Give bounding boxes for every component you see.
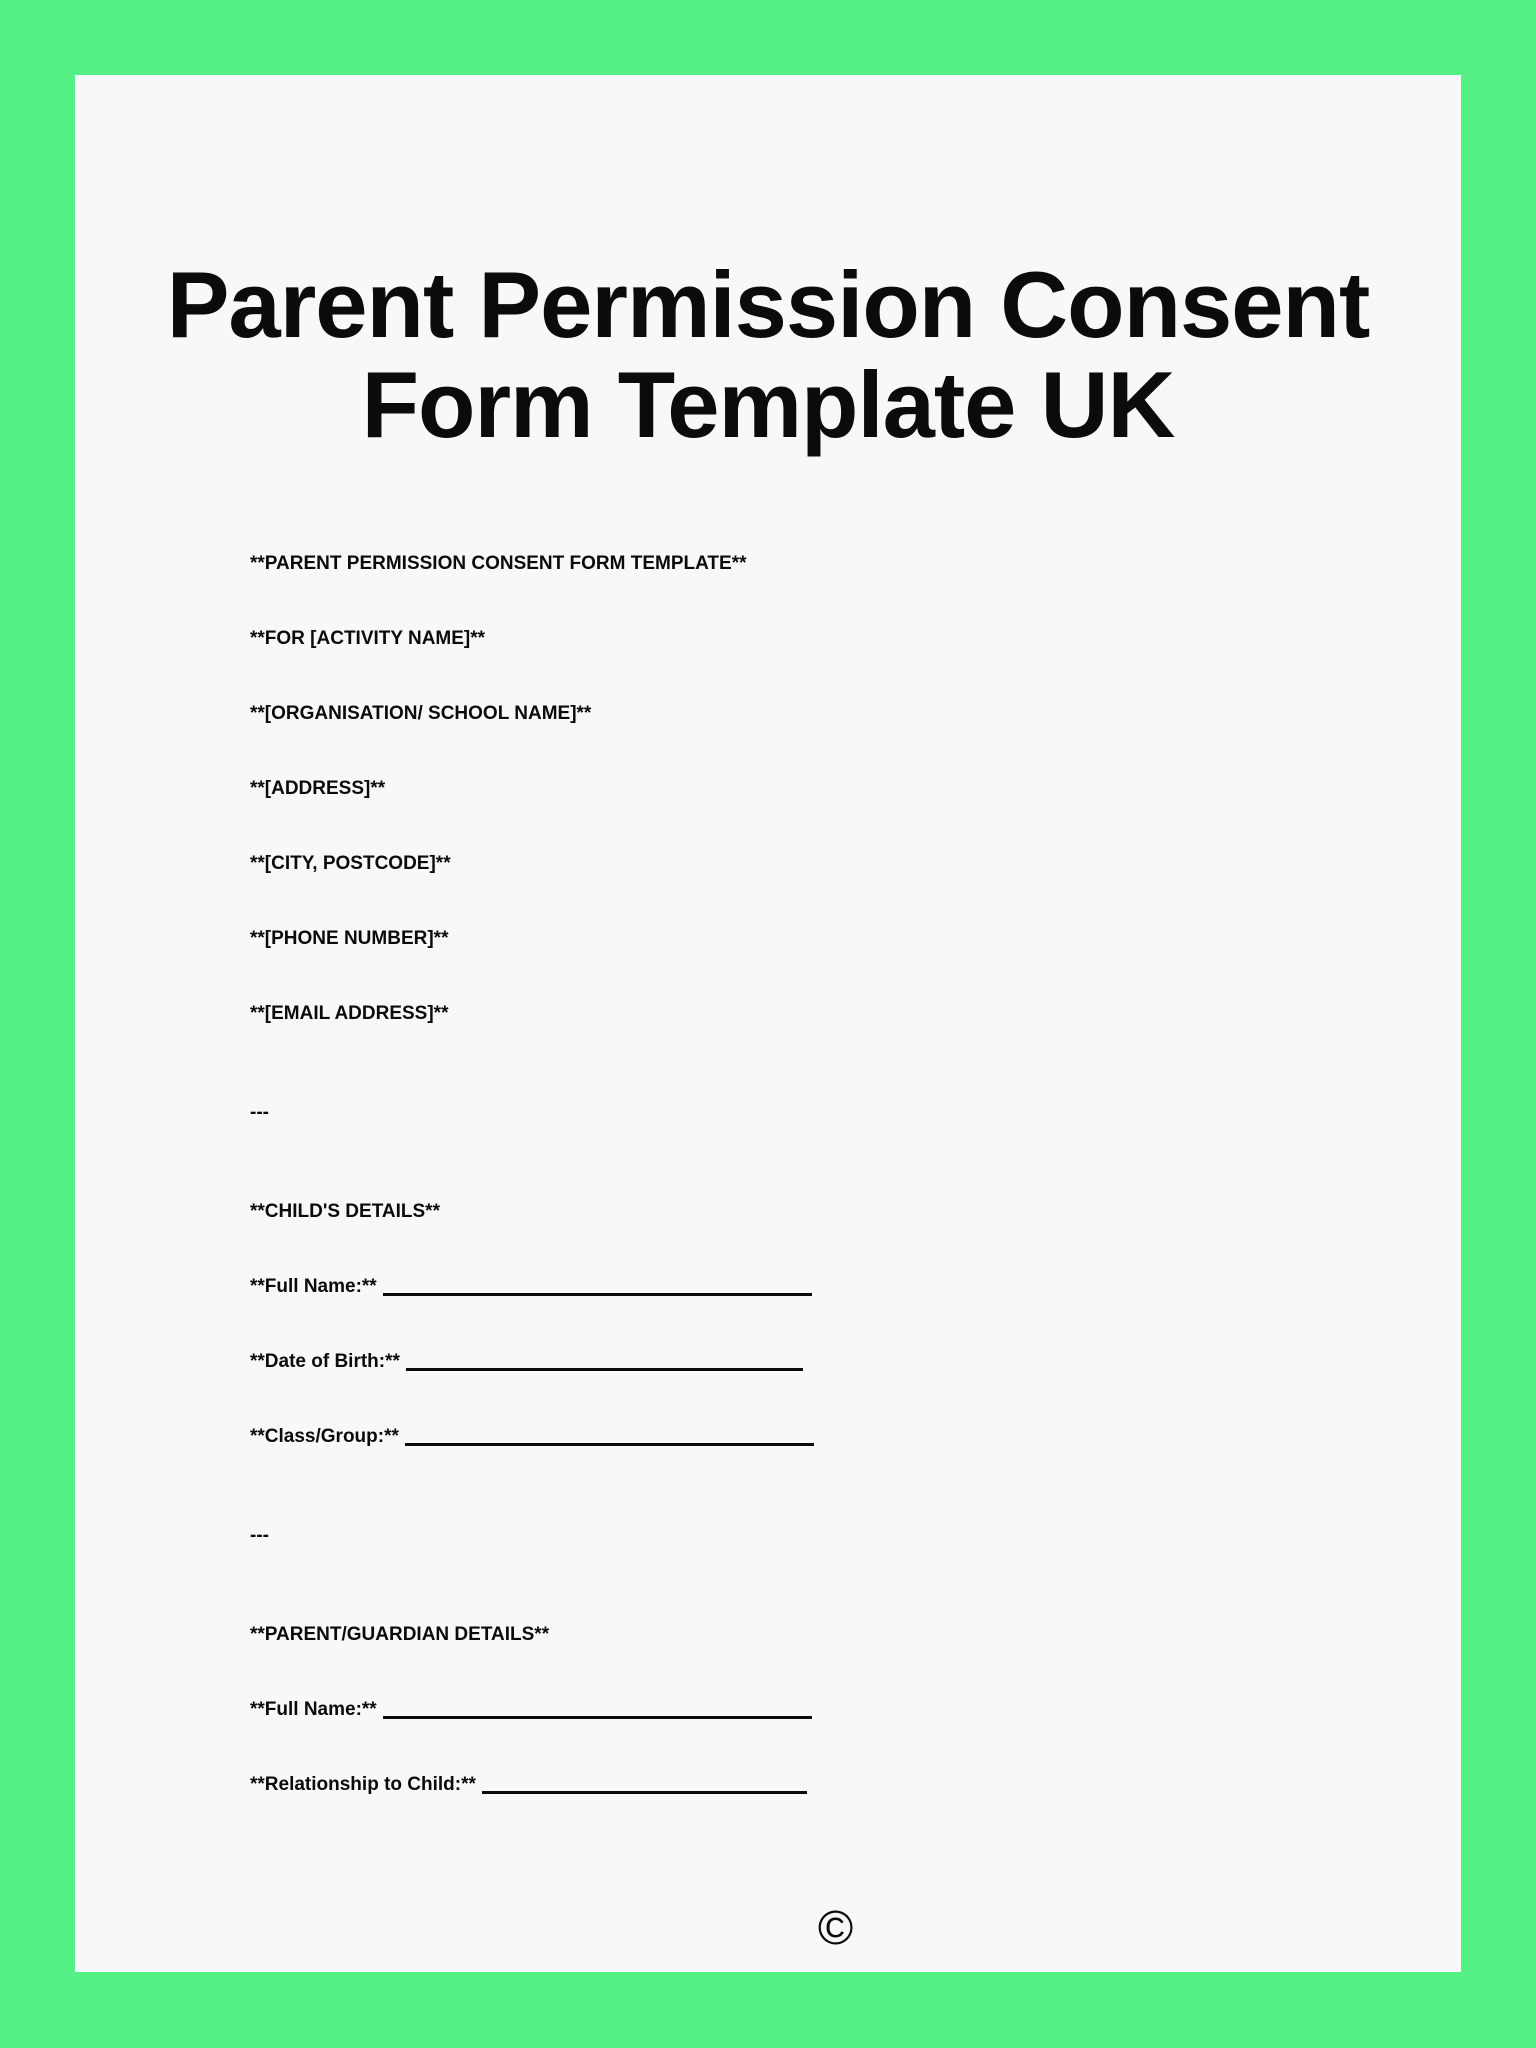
parent-full-name-label: **Full Name:** <box>250 1699 377 1720</box>
parent-full-name-row <box>250 1698 1421 1722</box>
city-postcode-line: **[CITY, POSTCODE]** <box>250 853 451 874</box>
phone-number-line: **[PHONE NUMBER]** <box>250 928 449 949</box>
relationship-to-child-label: **Relationship to Child:** <box>250 1774 476 1795</box>
child-class-group-label: **Class/Group:** <box>250 1426 399 1447</box>
relationship-to-child-row <box>250 1773 1421 1797</box>
page-title <box>85 252 1451 457</box>
child-dob-row <box>250 1350 1421 1374</box>
child-full-name-blank-line <box>383 1277 812 1296</box>
child-class-group-blank-line <box>405 1427 814 1446</box>
form-heading-line: **PARENT PERMISSION CONSENT FORM TEMPLATE** <box>250 553 747 574</box>
copyright-icon: © <box>817 1902 854 1955</box>
child-dob-blank-line <box>406 1352 803 1371</box>
child-full-name-label: **Full Name:** <box>250 1276 377 1297</box>
child-class-group-row <box>250 1425 1421 1449</box>
address-line: **[ADDRESS]** <box>250 778 386 799</box>
page-title-line1: Parent Permission Consent <box>166 252 1370 357</box>
document-body <box>75 552 1461 1953</box>
separator-line: --- <box>250 1525 269 1546</box>
page-title-line2: Form Template UK <box>361 352 1175 457</box>
separator-line: --- <box>250 1102 269 1123</box>
relationship-to-child-blank-line <box>482 1775 807 1794</box>
organisation-name-line: **[ORGANISATION/ SCHOOL NAME]** <box>250 703 592 724</box>
child-details-heading: **CHILD'S DETAILS** <box>250 1201 440 1222</box>
activity-name-line: **FOR [ACTIVITY NAME]** <box>250 628 486 649</box>
email-address-line: **[EMAIL ADDRESS]** <box>250 1003 449 1024</box>
parent-details-heading: **PARENT/GUARDIAN DETAILS** <box>250 1624 550 1645</box>
child-full-name-row <box>250 1275 1421 1299</box>
parent-full-name-blank-line <box>383 1700 812 1719</box>
child-dob-label: **Date of Birth:** <box>250 1351 400 1372</box>
document-page <box>75 75 1461 1972</box>
